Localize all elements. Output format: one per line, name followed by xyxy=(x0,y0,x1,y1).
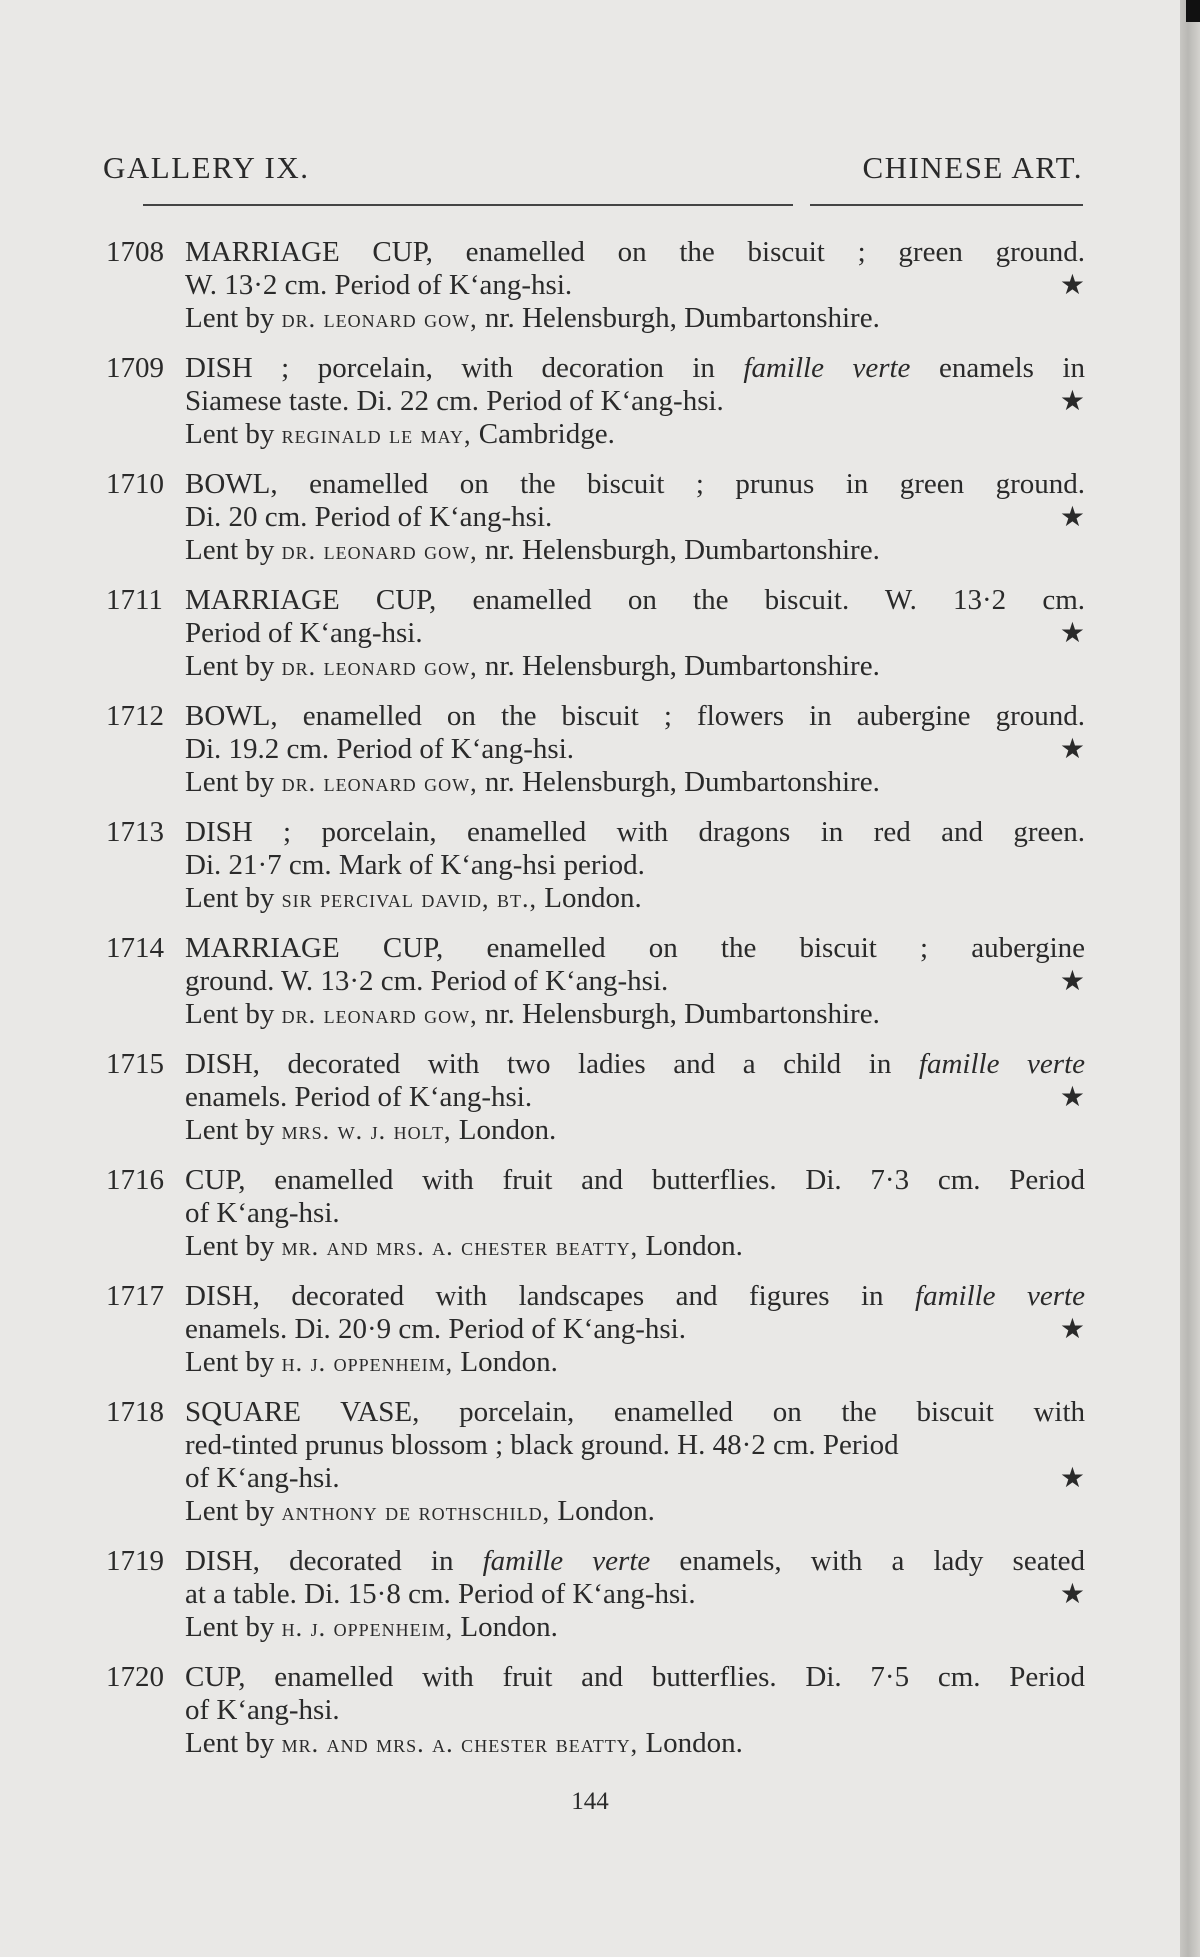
entry-body xyxy=(185,1545,1085,1644)
lender-name: dr. leonard gow, xyxy=(281,304,478,333)
entry-description: enamelled on the biscuit ; flowers in aubergine ground. xyxy=(302,700,1085,732)
lender-name: mrs. w. j. holt, xyxy=(281,1116,452,1145)
lender-place: nr. Helensburgh, Dumbartonshire. xyxy=(484,650,880,682)
entry-title: DISH ; xyxy=(185,816,292,848)
lender-place: London. xyxy=(460,1611,558,1643)
entry-measurements: of K‘ang-hsi. xyxy=(185,1694,340,1726)
entry-number: 1714 xyxy=(106,932,164,964)
lender-name: mr. and mrs. a. chester beatty, xyxy=(281,1232,639,1261)
catalogue-entry xyxy=(0,1164,1180,1263)
catalogue-entry xyxy=(0,816,1180,915)
entry-number: 1719 xyxy=(106,1545,164,1577)
lender-name: dr. leonard gow, xyxy=(281,652,478,681)
catalogue-entry xyxy=(0,352,1180,451)
catalogue-entry xyxy=(0,1545,1180,1644)
lent-by-label: Lent by xyxy=(185,1495,275,1527)
entry-description-italic: famille verte xyxy=(482,1545,651,1577)
entry-description: porcelain, enamelled with dragons in red and green. xyxy=(321,816,1085,848)
entry-line-1 xyxy=(185,1048,1085,1081)
catalogue-entry xyxy=(0,236,1180,335)
lender-place: London. xyxy=(544,882,642,914)
catalogue-entry xyxy=(0,1280,1180,1379)
lent-by-label: Lent by xyxy=(185,766,275,798)
lender-name: dr. leonard gow, xyxy=(281,768,478,797)
lent-by-label: Lent by xyxy=(185,882,275,914)
entry-lender-line xyxy=(185,1611,1085,1644)
entry-description-italic: famille verte xyxy=(915,1280,1085,1312)
lender-place: London. xyxy=(460,1346,558,1378)
entry-line-1 xyxy=(185,1164,1085,1197)
entry-line-1 xyxy=(185,468,1085,501)
entry-lender-line xyxy=(185,766,1085,799)
entry-line-2 xyxy=(185,269,1085,302)
entry-measurements: ground. W. 13·2 cm. Period of K‘ang-hsi. xyxy=(185,965,669,997)
lent-by-label: Lent by xyxy=(185,534,275,566)
lender-place: nr. Helensburgh, Dumbartonshire. xyxy=(484,302,880,334)
entry-number: 1713 xyxy=(106,816,164,848)
entry-list xyxy=(0,236,1180,1777)
lender-name: mr. and mrs. a. chester beatty, xyxy=(281,1729,639,1758)
lent-by-label: Lent by xyxy=(185,1727,275,1759)
entry-number: 1712 xyxy=(106,700,164,732)
entry-description-tail: enamels, with a lady seated xyxy=(679,1545,1086,1577)
star-icon: ★ xyxy=(1059,734,1085,765)
entry-lender-line xyxy=(185,1727,1085,1760)
entry-body xyxy=(185,236,1085,335)
page-edge xyxy=(1180,0,1200,1957)
entry-description: decorated with two ladies and a child in xyxy=(287,1048,892,1080)
entry-title: DISH, xyxy=(185,1545,260,1577)
entry-lender-line xyxy=(185,1114,1085,1147)
entry-number: 1708 xyxy=(106,236,164,268)
star-icon: ★ xyxy=(1059,270,1085,301)
lender-place: London. xyxy=(645,1727,743,1759)
catalogue-entry xyxy=(0,1661,1180,1760)
entry-measurements: red-tinted prunus blossom ; black ground. H. 48·2 cm. Period xyxy=(185,1429,899,1461)
lent-by-label: Lent by xyxy=(185,1114,275,1146)
catalogue-entry xyxy=(0,1048,1180,1147)
entry-line-2 xyxy=(185,385,1085,418)
entry-line-2 xyxy=(185,501,1085,534)
catalogue-entry xyxy=(0,1396,1180,1528)
star-icon: ★ xyxy=(1059,1579,1085,1610)
entry-measurements: at a table. Di. 15·8 cm. Period of K‘ang-hsi. xyxy=(185,1578,696,1610)
entry-line-2 xyxy=(185,733,1085,766)
entry-number: 1718 xyxy=(106,1396,164,1428)
star-icon: ★ xyxy=(1059,1314,1085,1345)
section-heading: CHINESE ART. xyxy=(862,150,1083,185)
running-header xyxy=(103,150,1083,190)
entry-measurements: Siamese taste. Di. 22 cm. Period of K‘ang-hsi. xyxy=(185,385,724,417)
entry-body xyxy=(185,816,1085,915)
entry-description-tail: enamels in xyxy=(938,352,1086,384)
entry-line-1 xyxy=(185,352,1085,385)
entry-measurements: Di. 20 cm. Period of K‘ang-hsi. xyxy=(185,501,553,533)
page-number: 144 xyxy=(571,1788,609,1815)
entry-description: porcelain, enamelled on the biscuit with xyxy=(459,1396,1086,1428)
entry-lender-line xyxy=(185,1495,1085,1528)
lender-name: anthony de rothschild, xyxy=(281,1497,551,1526)
entry-description: enamelled on the biscuit. W. 13·2 cm. xyxy=(472,584,1086,616)
entry-number: 1716 xyxy=(106,1164,164,1196)
entry-lender-line xyxy=(185,650,1085,683)
star-icon: ★ xyxy=(1059,966,1085,997)
entry-body xyxy=(185,1280,1085,1379)
star-icon: ★ xyxy=(1059,502,1085,533)
entry-line-2 xyxy=(185,965,1085,998)
lender-place: nr. Helensburgh, Dumbartonshire. xyxy=(484,766,880,798)
entry-line-2 xyxy=(185,849,1085,882)
entry-line-1 xyxy=(185,816,1085,849)
entry-line-1 xyxy=(185,932,1085,965)
entry-description: enamelled on the biscuit ; prunus in green ground. xyxy=(309,468,1086,500)
entry-number: 1711 xyxy=(106,584,163,616)
lent-by-label: Lent by xyxy=(185,650,275,682)
lent-by-label: Lent by xyxy=(185,1611,275,1643)
lender-name: sir percival david, bt., xyxy=(281,884,538,913)
entry-title: MARRIAGE CUP, xyxy=(185,584,437,616)
entry-title: DISH, xyxy=(185,1048,260,1080)
lent-by-label: Lent by xyxy=(185,418,275,450)
entry-number: 1720 xyxy=(106,1661,164,1693)
header-rule-left xyxy=(143,204,793,206)
entry-title: MARRIAGE CUP, xyxy=(185,236,433,268)
lender-place: London. xyxy=(557,1495,655,1527)
entry-description: porcelain, with decoration in xyxy=(317,352,715,384)
lender-name: h. j. oppenheim, xyxy=(281,1613,454,1642)
entry-line-2 xyxy=(185,1694,1085,1727)
entry-description: decorated with landscapes and figures in xyxy=(291,1280,884,1312)
entry-line-3 xyxy=(185,1462,1085,1495)
edge-tab xyxy=(1186,0,1200,22)
lender-name: dr. leonard gow, xyxy=(281,1000,478,1029)
entry-title: SQUARE VASE, xyxy=(185,1396,420,1428)
entry-line-1 xyxy=(185,700,1085,733)
lent-by-label: Lent by xyxy=(185,1230,275,1262)
catalogue-entry xyxy=(0,700,1180,799)
entry-line-2 xyxy=(185,617,1085,650)
entry-body xyxy=(185,1661,1085,1760)
entry-title: BOWL, xyxy=(185,700,278,732)
entry-title: DISH, xyxy=(185,1280,260,1312)
entry-number: 1710 xyxy=(106,468,164,500)
lender-name: h. j. oppenheim, xyxy=(281,1348,454,1377)
star-icon: ★ xyxy=(1059,1082,1085,1113)
entry-title: CUP, xyxy=(185,1164,246,1196)
entry-title: DISH ; xyxy=(185,352,290,384)
entry-number: 1717 xyxy=(106,1280,164,1312)
entry-lender-line xyxy=(185,302,1085,335)
star-icon: ★ xyxy=(1059,618,1085,649)
entry-line-2 xyxy=(185,1081,1085,1114)
entry-lender-line xyxy=(185,1346,1085,1379)
entry-body xyxy=(185,1048,1085,1147)
entry-line-2 xyxy=(185,1578,1085,1611)
entry-description: enamelled with fruit and butterflies. Di. 7·5 cm. Period xyxy=(274,1661,1086,1693)
lender-place: London. xyxy=(645,1230,743,1262)
entry-description-italic: famille verte xyxy=(743,352,911,384)
entry-measurements: enamels. Di. 20·9 cm. Period of K‘ang-hsi. xyxy=(185,1313,686,1345)
entry-body xyxy=(185,932,1085,1031)
entry-lender-line xyxy=(185,1230,1085,1263)
star-icon: ★ xyxy=(1059,386,1085,417)
entry-number: 1715 xyxy=(106,1048,164,1080)
entry-line-1 xyxy=(185,1661,1085,1694)
entry-measurements: Di. 21·7 cm. Mark of K‘ang-hsi period. xyxy=(185,849,645,881)
entry-description: enamelled on the biscuit ; green ground. xyxy=(465,236,1086,268)
entry-line-1 xyxy=(185,1545,1085,1578)
catalogue-entry xyxy=(0,468,1180,567)
entry-lender-line xyxy=(185,882,1085,915)
entry-measurements: Di. 19.2 cm. Period of K‘ang-hsi. xyxy=(185,733,575,765)
entry-line-1 xyxy=(185,584,1085,617)
gallery-heading: GALLERY IX. xyxy=(103,150,310,185)
lender-place: Cambridge. xyxy=(478,418,615,450)
entry-line-2 xyxy=(185,1429,1085,1462)
entry-line-1 xyxy=(185,236,1085,269)
entry-body xyxy=(185,1164,1085,1263)
entry-line-1 xyxy=(185,1396,1085,1429)
lender-place: nr. Helensburgh, Dumbartonshire. xyxy=(484,534,880,566)
entry-title: BOWL, xyxy=(185,468,278,500)
lent-by-label: Lent by xyxy=(185,302,275,334)
entry-line-2 xyxy=(185,1313,1085,1346)
entry-description: enamelled on the biscuit ; aubergine xyxy=(486,932,1085,964)
lender-place: nr. Helensburgh, Dumbartonshire. xyxy=(484,998,880,1030)
entry-measurements: Period of K‘ang-hsi. xyxy=(185,617,423,649)
entry-title: MARRIAGE CUP, xyxy=(185,932,444,964)
entry-number: 1709 xyxy=(106,352,164,384)
entry-period: of K‘ang-hsi. xyxy=(185,1462,340,1494)
entry-description-italic: famille verte xyxy=(918,1048,1086,1080)
entry-description: decorated in xyxy=(289,1545,454,1577)
catalogue-entry xyxy=(0,584,1180,683)
lender-name: reginald le may, xyxy=(281,420,472,449)
entry-body xyxy=(185,352,1085,451)
entry-description: enamelled with fruit and butterflies. Di. 7·3 cm. Period xyxy=(274,1164,1086,1196)
entry-title: CUP, xyxy=(185,1661,246,1693)
entry-lender-line xyxy=(185,998,1085,1031)
lent-by-label: Lent by xyxy=(185,998,275,1030)
entry-body xyxy=(185,468,1085,567)
header-rule-right xyxy=(810,204,1083,206)
lent-by-label: Lent by xyxy=(185,1346,275,1378)
entry-line-1 xyxy=(185,1280,1085,1313)
catalogue-entry xyxy=(0,932,1180,1031)
entry-line-2 xyxy=(185,1197,1085,1230)
lender-place: London. xyxy=(458,1114,557,1146)
entry-body xyxy=(185,584,1085,683)
star-icon: ★ xyxy=(1059,1463,1085,1494)
entry-body xyxy=(185,700,1085,799)
entry-body xyxy=(185,1396,1085,1528)
lender-name: dr. leonard gow, xyxy=(281,536,478,565)
entry-measurements: W. 13·2 cm. Period of K‘ang-hsi. xyxy=(185,269,573,301)
entry-measurements: of K‘ang-hsi. xyxy=(185,1197,340,1229)
entry-lender-line xyxy=(185,418,1085,451)
entry-lender-line xyxy=(185,534,1085,567)
entry-measurements: enamels. Period of K‘ang-hsi. xyxy=(185,1081,533,1113)
